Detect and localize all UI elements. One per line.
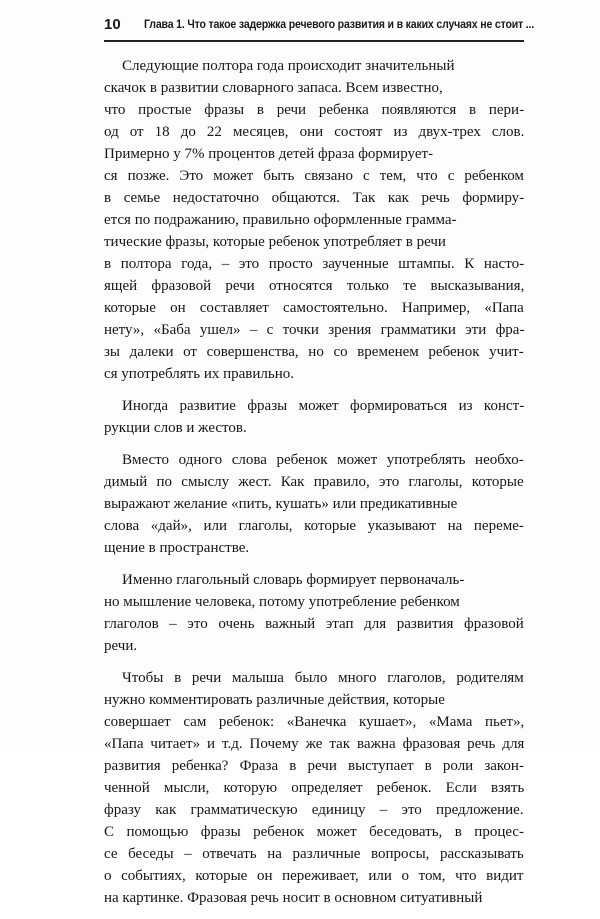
text-line: С помощью фразы ребенок может беседовать, в процес-: [104, 824, 525, 840]
text-line: димый по смыслу жест. Как правило, это глаголы, которые: [104, 474, 524, 490]
body-text: [104, 55, 524, 919]
text-line: се беседы – отвечать на различные вопросы, рассказывать: [104, 846, 524, 862]
text-line: ется по подражанию, правильно оформленные грамма-: [104, 212, 457, 228]
text-line: речи.: [104, 638, 138, 654]
paragraph: [104, 569, 524, 657]
paragraph: [104, 449, 524, 559]
text-line: ящей фразовой речи относятся только те высказывания,: [104, 278, 525, 294]
header-rule: [104, 40, 524, 42]
text-line: но мышление человека, потому употребление ребенком: [104, 594, 460, 610]
text-line: нету», «Баба ушел» – с точки зрения грамматики эти фра-: [104, 322, 525, 338]
text-line: что простые фразы в речи ребенка появляются в пери-: [104, 102, 525, 118]
text-line: ся употреблять их правильно.: [104, 366, 294, 382]
text-line: в полтора года, – это просто заученные штампы. К насто-: [104, 256, 525, 272]
paragraph: [104, 395, 524, 439]
text-line: глаголов – это очень важный этап для развития фразовой: [104, 616, 524, 632]
text-line: нужно комментировать различные действия, которые: [104, 692, 445, 708]
text-line: Следующие полтора года происходит значительный: [122, 58, 455, 74]
page-number: 10: [104, 16, 121, 33]
paragraph: [104, 667, 524, 909]
running-head: Глава 1. Что такое задержка речевого развития и в каких случаях не стоит ...: [144, 17, 535, 31]
text-line: совершает сам ребенок: «Ванечка кушает», «Мама пьет»,: [104, 714, 525, 730]
text-line: скачок в развитии словарного запаса. Всем известно,: [104, 80, 443, 96]
text-line: Именно глагольный словарь формирует первоначаль-: [122, 572, 465, 588]
text-line: щение в пространстве.: [104, 540, 250, 556]
text-line: рукции слов и жестов.: [104, 420, 247, 436]
text-line: «Папа читает» и т.д. Почему же так важна фразовая речь для: [104, 736, 525, 752]
text-line: слова «дай», или глаголы, которые указывают на переме-: [104, 518, 524, 534]
text-line: зы далеки от совершенства, но со временем ребенок учит-: [104, 344, 524, 360]
text-line: на картинке. Фразовая речь носит в основном ситуативный: [104, 890, 483, 906]
text-line: которые он составляет самостоятельно. Например, «Папа: [104, 300, 524, 316]
page-header: [104, 13, 535, 37]
text-line: развития ребенка? Фраза в речи выступает в роли закон-: [104, 758, 524, 774]
text-line: в семье недостаточно общаются. Так как речь формиру-: [104, 190, 525, 206]
text-line: Вместо одного слова ребенок может употреблять необхо-: [122, 452, 524, 468]
text-line: тические фразы, которые ребенок употребляет в речи: [104, 234, 446, 250]
text-line: од от 18 до 22 месяцев, они состоят из двух-трех слов.: [104, 124, 525, 140]
text-line: фразу как грамматическую единицу – это предложение.: [104, 802, 524, 818]
text-line: о событиях, которые он переживает, или о том, что видит: [104, 868, 524, 884]
text-line: выражают желание «пить, кушать» или предикативные: [104, 496, 458, 512]
paragraph: [104, 55, 524, 385]
text-line: Примерно у 7% процентов детей фраза формирует-: [104, 146, 434, 162]
text-line: Иногда развитие фразы может формироваться из конст-: [122, 398, 525, 414]
text-line: Чтобы в речи малыша было много глаголов, родителям: [122, 670, 524, 686]
text-line: ченной мысли, которую определяет ребенок. Если взять: [104, 780, 525, 796]
text-line: ся позже. Это может быть связано с тем, что с ребенком: [104, 168, 524, 184]
